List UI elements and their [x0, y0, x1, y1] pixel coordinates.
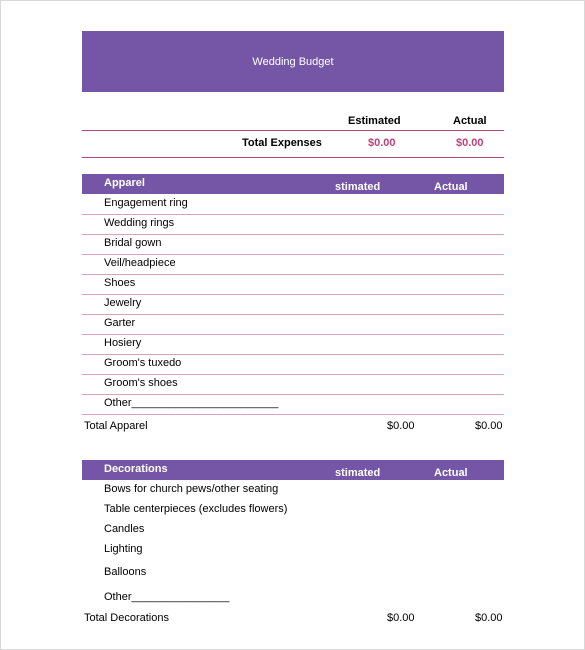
apparel-header	[82, 174, 504, 194]
total-apparel-actual: $0.00	[475, 420, 503, 432]
apparel-item: Groom's shoes	[104, 377, 178, 389]
row-divider	[82, 234, 504, 235]
total-decorations-estimated: $0.00	[387, 612, 415, 624]
apparel-item: Bridal gown	[104, 237, 162, 249]
page-title: Wedding Budget	[252, 55, 334, 68]
total-expenses-label: Total Expenses	[242, 137, 322, 149]
decorations-header	[82, 460, 504, 480]
decoration-item: Other________________	[104, 591, 230, 603]
apparel-item: Veil/headpiece	[104, 257, 176, 269]
total-decorations-label: Total Decorations	[84, 612, 169, 624]
decorations-title: Decorations	[104, 463, 168, 475]
apparel-estimated-header: stimated	[335, 181, 381, 193]
row-divider	[82, 374, 504, 375]
apparel-item: Groom's tuxedo	[104, 357, 182, 369]
apparel-item: Hosiery	[104, 337, 142, 349]
row-divider	[82, 414, 504, 415]
summary-top-rule	[82, 130, 504, 131]
total-expenses-estimated: $0.00	[368, 137, 396, 149]
decoration-item: Bows for church pews/other seating	[104, 483, 279, 495]
row-divider	[82, 254, 504, 255]
decoration-item: Lighting	[104, 543, 143, 555]
row-divider	[82, 314, 504, 315]
apparel-item: Wedding rings	[104, 217, 175, 229]
apparel-actual-header: Actual	[434, 181, 468, 193]
decorations-estimated-header: stimated	[335, 467, 381, 479]
apparel-item: Jewelry	[104, 297, 142, 309]
title-banner	[82, 31, 504, 92]
apparel-item: Shoes	[104, 277, 136, 289]
decoration-item: Table centerpieces (excludes flowers)	[104, 503, 288, 515]
decorations-actual-header: Actual	[434, 467, 468, 479]
decoration-item: Balloons	[104, 566, 147, 578]
total-decorations-actual: $0.00	[475, 612, 503, 624]
row-divider	[82, 334, 504, 335]
apparel-item: Engagement ring	[104, 197, 188, 209]
decoration-item: Candles	[104, 523, 145, 535]
row-divider	[82, 274, 504, 275]
row-divider	[82, 394, 504, 395]
apparel-item: Garter	[104, 317, 136, 329]
summary-bottom-rule	[82, 157, 504, 158]
apparel-title: Apparel	[104, 177, 145, 189]
row-divider	[82, 214, 504, 215]
total-apparel-estimated: $0.00	[387, 420, 415, 432]
summary-estimated-header: Estimated	[348, 115, 401, 127]
total-expenses-actual: $0.00	[456, 137, 484, 149]
row-divider	[82, 354, 504, 355]
summary-actual-header: Actual	[453, 115, 487, 127]
apparel-item: Other________________________	[104, 397, 279, 409]
row-divider	[82, 294, 504, 295]
total-apparel-label: Total Apparel	[84, 420, 148, 432]
